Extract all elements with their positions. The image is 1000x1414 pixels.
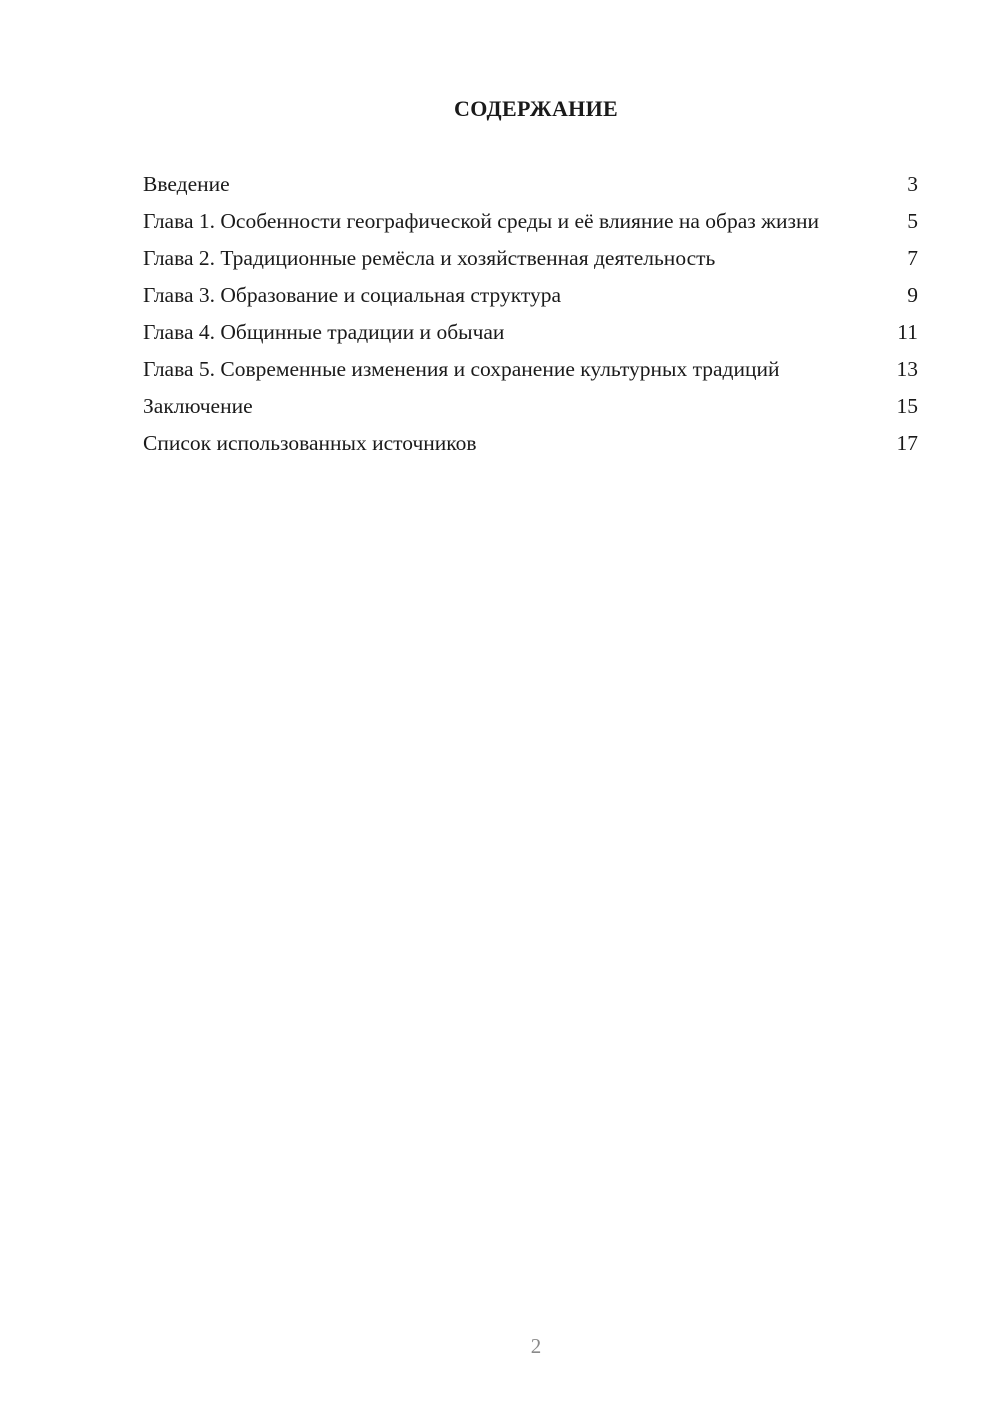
toc-entry-text: Глава 3. Образование и социальная структура xyxy=(143,283,562,307)
toc-entry-chapter-3 xyxy=(143,282,918,309)
toc-entry-text: Глава 5. Современные изменения и сохранение культурных традиций xyxy=(143,357,780,381)
toc-entry-chapter-4 xyxy=(143,319,918,346)
toc-entry-page: 9 xyxy=(907,283,918,307)
table-of-contents xyxy=(143,171,918,467)
toc-entry-introduction xyxy=(143,171,918,198)
toc-entry-page: 13 xyxy=(896,357,918,381)
toc-entry-chapter-2 xyxy=(143,245,918,272)
toc-entry-text: Список использованных источников xyxy=(143,431,477,455)
toc-entry-page: 3 xyxy=(907,172,918,196)
toc-entry-text: Введение xyxy=(143,172,230,196)
toc-entry-chapter-5 xyxy=(143,356,918,383)
toc-entry-conclusion xyxy=(143,393,918,420)
toc-entry-page: 11 xyxy=(897,320,918,344)
toc-entry-text: Глава 2. Традиционные ремёсла и хозяйственная деятельность xyxy=(143,246,716,270)
page-number: 2 xyxy=(530,1334,542,1358)
toc-entry-references xyxy=(143,430,918,457)
toc-entry-page: 15 xyxy=(896,394,918,418)
toc-entry-text: Заключение xyxy=(143,394,253,418)
toc-entry-page: 17 xyxy=(896,431,918,455)
toc-entry-chapter-1 xyxy=(143,208,918,235)
toc-entry-text: Глава 4. Общинные традиции и обычаи xyxy=(143,320,505,344)
toc-entry-page: 7 xyxy=(907,246,918,270)
toc-entry-page: 5 xyxy=(907,209,918,233)
page-title: СОДЕРЖАНИЕ xyxy=(454,96,618,121)
toc-entry-text: Глава 1. Особенности географической среды и её влияние на образ жизни xyxy=(143,209,820,233)
